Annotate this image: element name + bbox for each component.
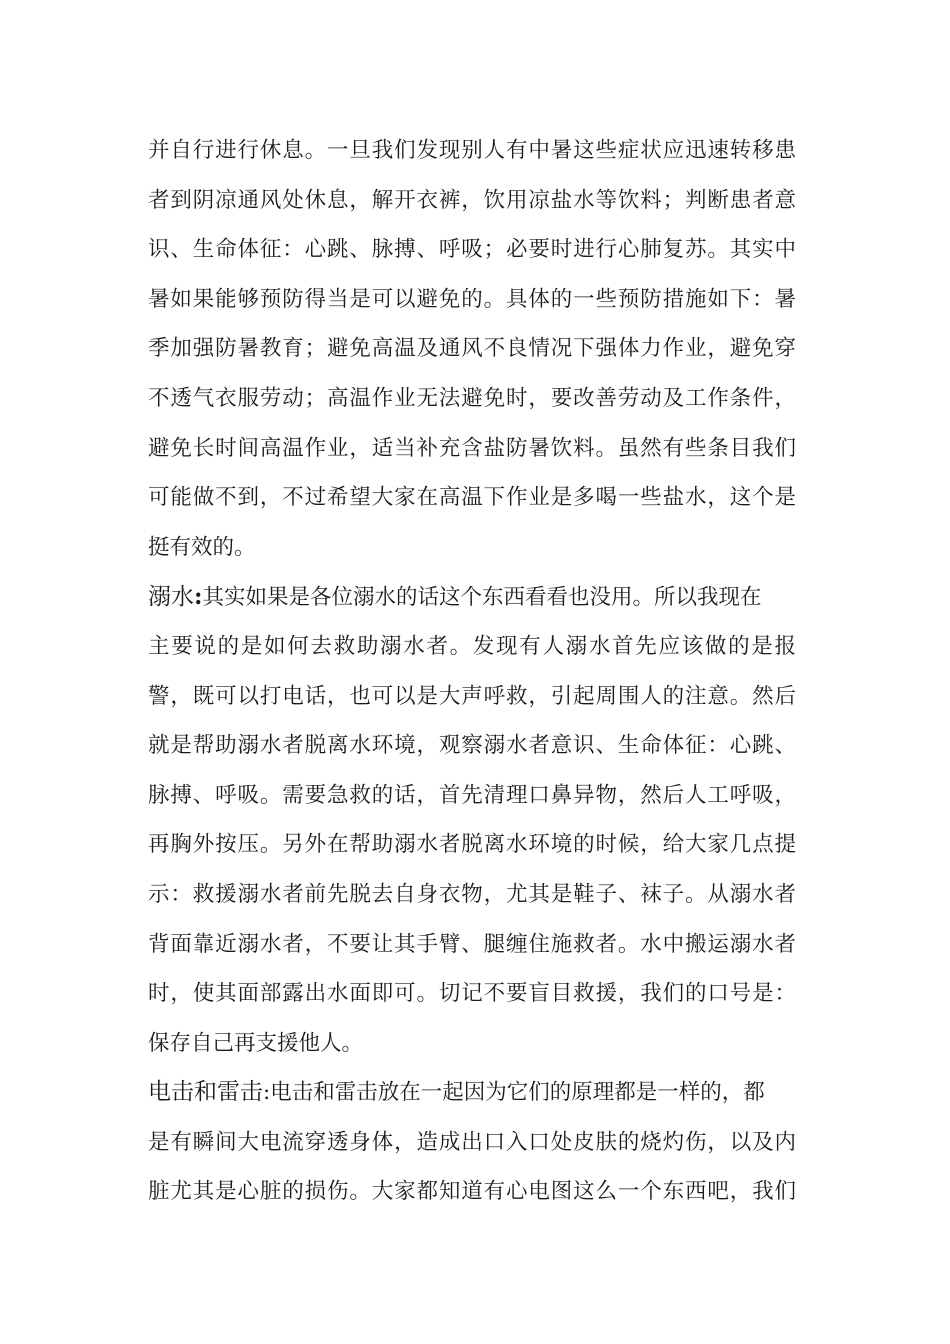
paragraph-line: 就是帮助溺水者脱离水环境，观察溺水者意识、生命体征：心跳、 [148, 733, 796, 759]
paragraph-line: 脉搏、呼吸。需要急救的话，首先清理口鼻异物，然后人工呼吸， [148, 782, 796, 808]
paragraph-text: 电击和雷击放在一起因为它们的原理都是一样的，都 [270, 1080, 765, 1106]
paragraph-line: 时，使其面部露出水面即可。切记不要盲目救援，我们的口号是： [148, 981, 796, 1007]
paragraph-line: 避免长时间高温作业，适当补充含盐防暑饮料。虽然有些条目我们 [148, 435, 796, 461]
heading-colon: : [263, 1080, 271, 1106]
heading-colon: : [194, 583, 203, 611]
section-heading-drowning: 溺水 [148, 584, 194, 611]
electric-first-line [148, 1068, 796, 1118]
paragraph-line: 再胸外按压。另外在帮助溺水者脱离水环境的时候，给大家几点提 [148, 832, 796, 858]
paragraph-line: 者到阴凉通风处休息，解开衣裤，饮用凉盐水等饮料；判断患者意 [148, 187, 796, 213]
paragraph-line: 背面靠近溺水者，不要让其手臂、腿缠住施救者。水中搬运溺水者 [148, 931, 796, 957]
paragraph-line: 主要说的是如何去救助溺水者。发现有人溺水首先应该做的是报 [148, 633, 796, 659]
paragraph-line: 季加强防暑教育；避免高温及通风不良情况下强体力作业，避免穿 [148, 336, 796, 362]
paragraph-line: 并自行进行休息。一旦我们发现别人有中暑这些症状应迅速转移患 [148, 138, 796, 163]
paragraph-line: 挺有效的。 [148, 534, 256, 560]
paragraph-line: 是有瞬间大电流穿透身体，造成出口入口处皮肤的烧灼伤，以及内 [148, 1129, 796, 1155]
paragraph-line: 脏尤其是心脏的损伤。大家都知道有心电图这么一个东西吧，我们 [148, 1179, 796, 1205]
paragraph-line: 识、生命体征：心跳、脉搏、呼吸；必要时进行心肺复苏。其实中 [148, 237, 796, 263]
paragraph-line: 不透气衣服劳动；高温作业无法避免时，要改善劳动及工作条件， [148, 385, 796, 411]
paragraph-line: 暑如果能够预防得当是可以避免的。具体的一些预防措施如下：暑 [148, 286, 796, 312]
paragraph-line: 警，既可以打电话，也可以是大声呼救，引起周围人的注意。然后 [148, 683, 796, 709]
paragraph-line: 示：救援溺水者前先脱去自身衣物，尤其是鞋子、袜子。从溺水者 [148, 881, 796, 907]
paragraph-text: 其实如果是各位溺水的话这个东西看看也没用。所以我现在 [202, 585, 762, 611]
paragraph-line: 保存自己再支援他人。 [148, 1030, 364, 1056]
document-body [148, 126, 796, 1217]
drowning-first-line [148, 572, 796, 622]
paragraph-line: 可能做不到，不过希望大家在高温下作业是多喝一些盐水，这个是 [148, 485, 796, 511]
section-heading-electric: 电击和雷击 [148, 1079, 263, 1106]
